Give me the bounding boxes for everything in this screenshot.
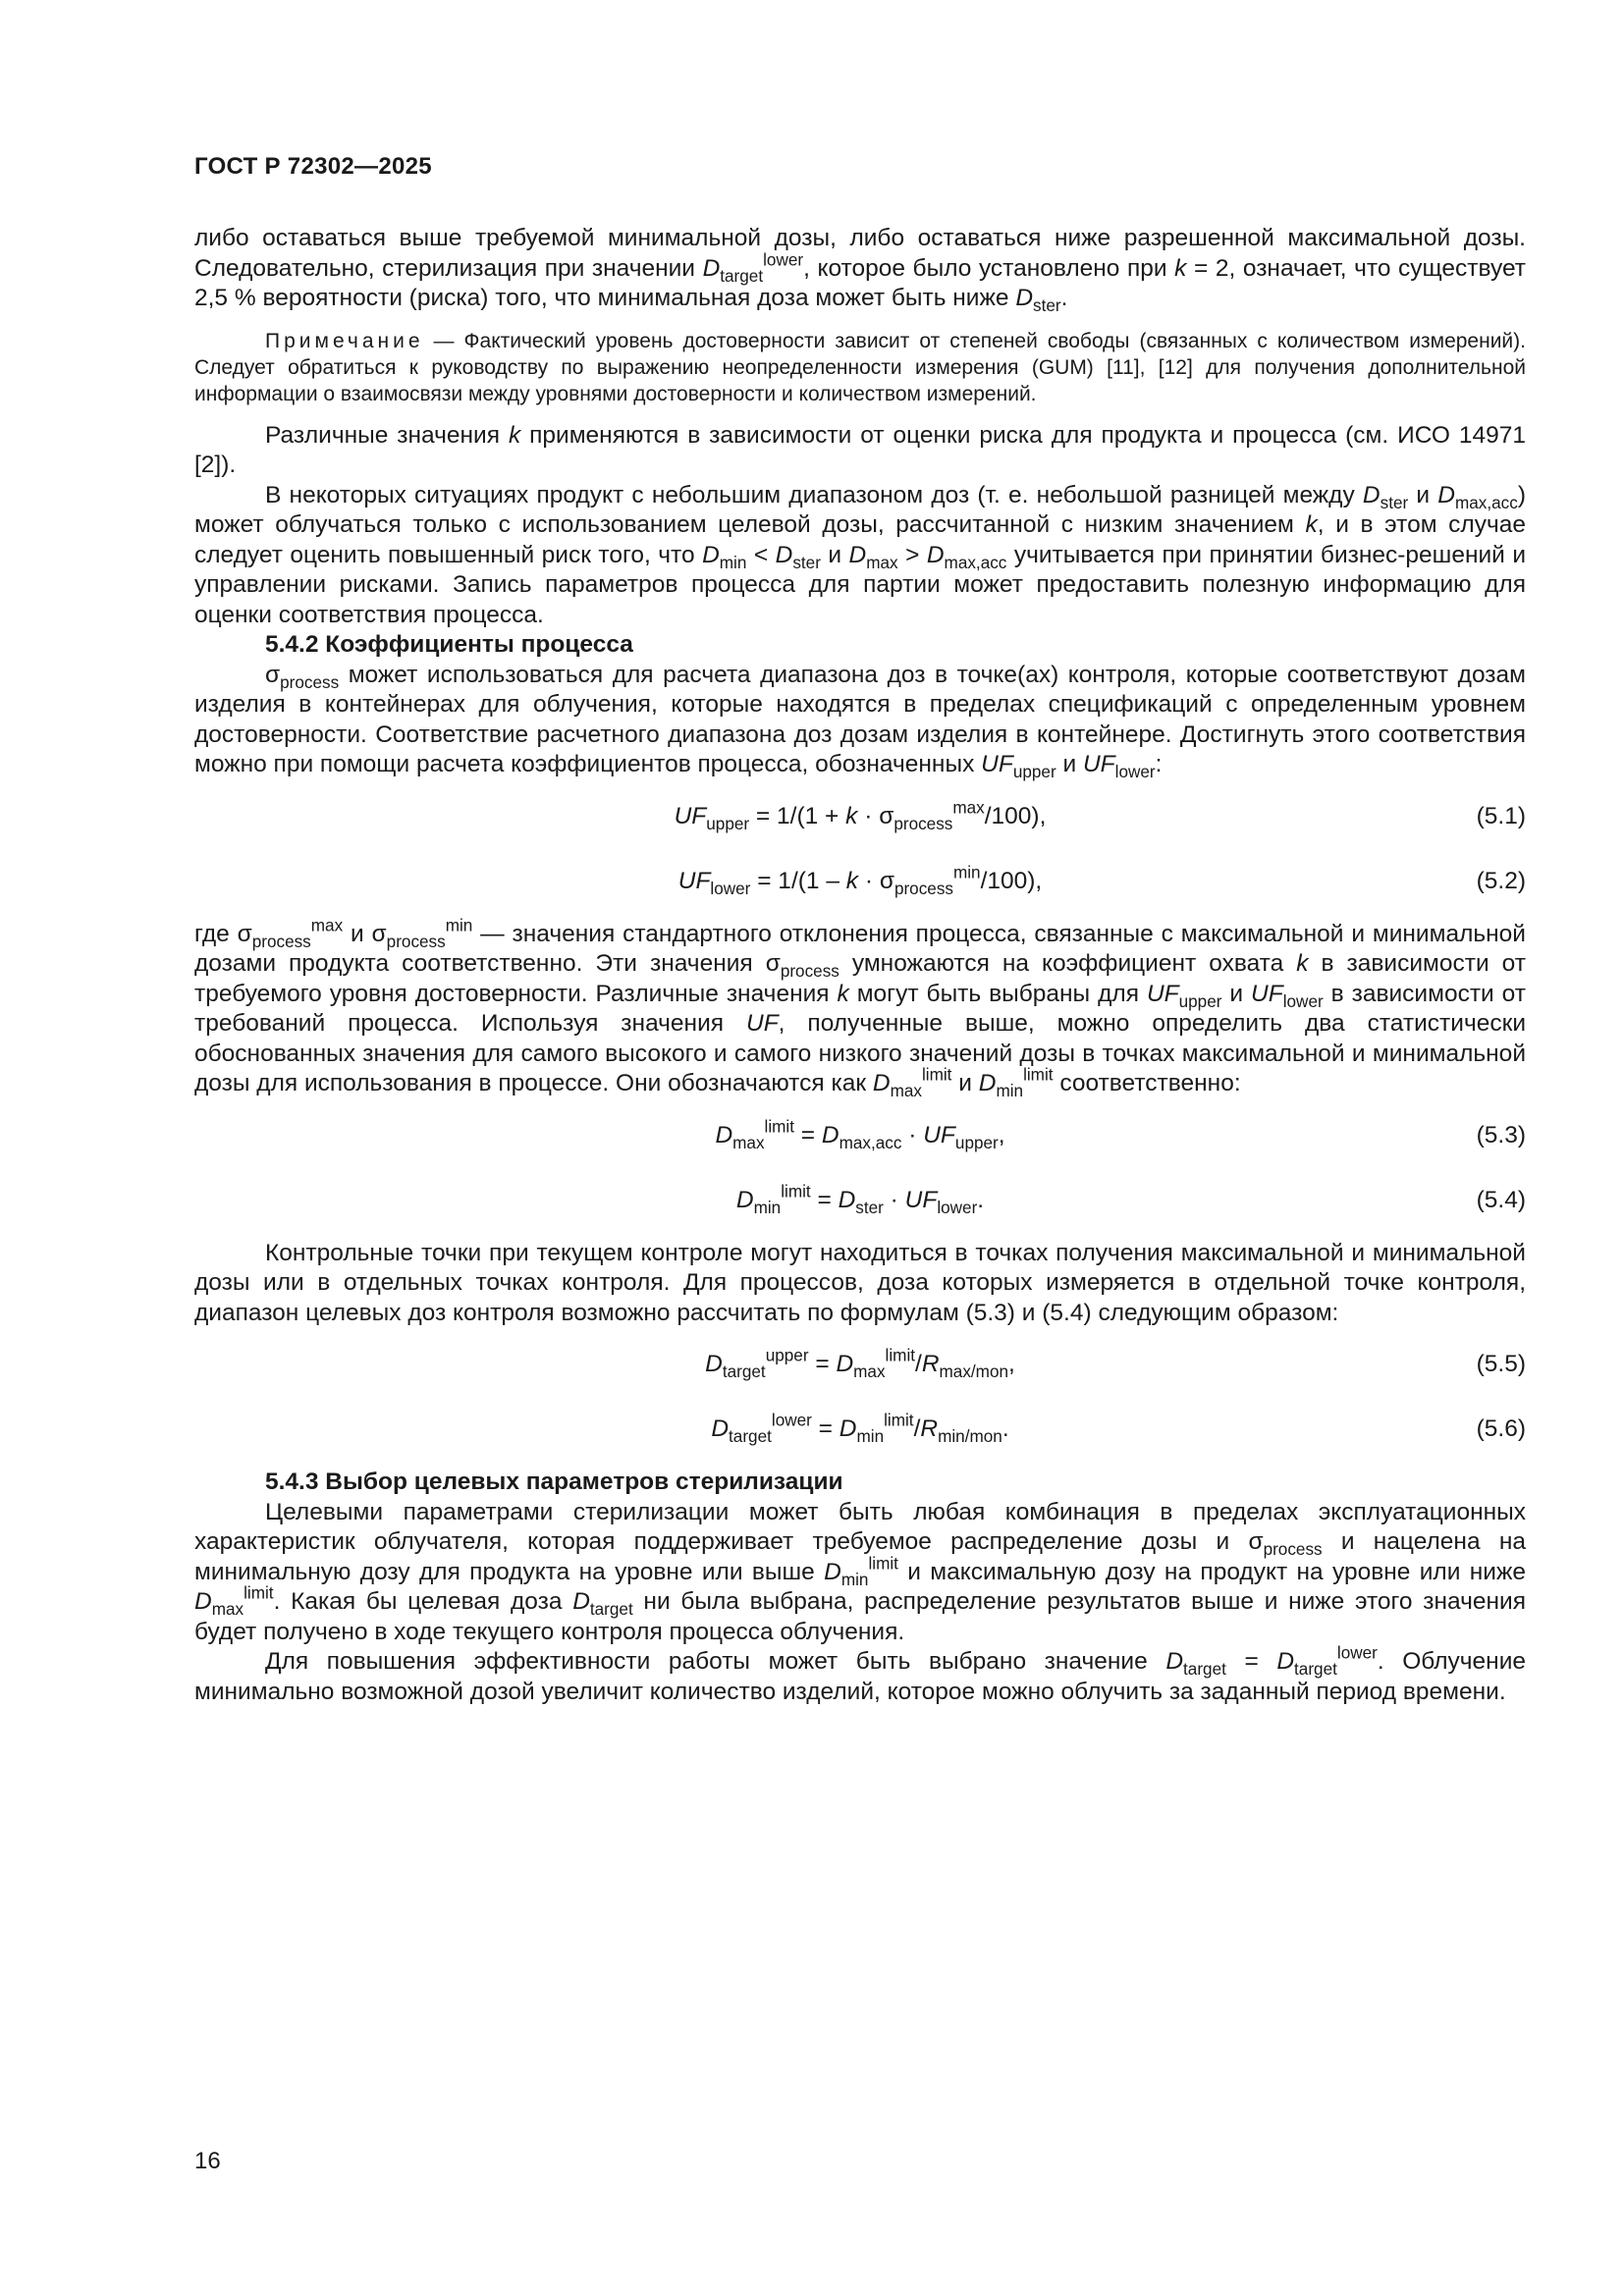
formula-number: (5.4) bbox=[1476, 1186, 1526, 1213]
formula-5-2: $UF_{lower} = 1/(1 - k \cdot \sigma_{process}^{min}/100)$, (5.2) bbox=[677, 862, 1526, 898]
formula-number: (5.1) bbox=[1476, 802, 1526, 829]
page-number: 16 bbox=[194, 2148, 221, 2174]
formula-number: (5.3) bbox=[1476, 1121, 1526, 1148]
section-heading: 5.4.2 Коэффициенты процесса bbox=[265, 631, 633, 658]
paragraph: Для повышения эффективности работы может быть выбрано значение $D_{target} = D_{target}^{lower}$. Облучение минимально возможной дозой увеличит количество изделий, которое можно облучить за заданный период времени. bbox=[194, 1642, 1527, 1705]
formula-number: (5.6) bbox=[1476, 1415, 1526, 1442]
note-label: Примечание bbox=[265, 329, 424, 352]
paragraph: В некоторых ситуациях продукт с небольшим диапазоном доз (т. е. небольшой разницей между $D_{ster}$ и $D_{max,acc}$) может облучаться только с использованием целевой дозы, рассчитанной с низким значением k, и в этом случае следует оценить повышенный риск того, что $D_{min} < D_{ster}$ и $D_{max} > D_{max,acc}$ учитывается при принятии бизнес-решений и управлении рисками. Запись параметров процесса для партии может предоставить полезную информацию для оценки соответствия процесса. bbox=[194, 481, 1527, 628]
formula-5-5: $D_{target}^{upper} = D_{max}^{limit}/R_{max/mon}$, (5.5) bbox=[705, 1345, 1526, 1381]
note: Примечание — Фактический уровень достоверности зависит от степеней свободы (связанных с количеством измерений). Следует обратиться к руководству по выражению неопределенности измерения (GUM) [11], [12] для получения дополнительной информации о взаимосвязи между уровнями достоверности и количеством измерений. bbox=[194, 329, 1526, 405]
paragraph: $\sigma_{process}$ может использоваться для расчета диапазона доз в точке(ах) контроля, которые соответствуют дозам изделия в контейнерах для облучения, которые находятся в пределах спецификаций с определенным уровнем достоверности. Соответствие расчетного диапазона доз дозам изделия в контейнере. Достигнуть этого соответствия можно при помощи расчета коэффициентов процесса, обозначенных $UF_{upper}$ и $UF_{lower}$: bbox=[194, 661, 1526, 781]
section-heading: 5.4.3 Выбор целевых параметров стерилизации bbox=[265, 1468, 843, 1495]
page-content bbox=[194, 224, 1526, 1707]
document-header: ГОСТ Р 72302—2025 bbox=[194, 153, 432, 180]
paragraph: где $\sigma_{process}^{max}$ и $\sigma_{process}^{min}$ — значения стандартного отклонения процесса, связанные с максимальной и минимальной дозами продукта соответственно. Эти значения $\sigma_{process}$ умножаются на коэффициент охвата k в зависимости от требуемого уровня достоверности. Различные значения k могут быть выбраны для $UF_{upper}$ и $UF_{lower}$ в зависимости от требований процесса. Используя значения UF, полученные выше, можно определить два статистически обоснованных значения для самого высокого и самого низкого значений дозы в точках максимальной и минимальной дозы для использования в процессе. Они обозначаются как $D_{max}^{limit}$ и $D_{min}^{limit}$ соответственно: bbox=[194, 915, 1527, 1100]
paragraph: Целевыми параметрами стерилизации может быть любая комбинация в пределах эксплуатационных характеристик облучателя, которая поддерживает требуемое распределение дозы и $\sigma_{process}$ и нацелена на минимальную дозу для продукта на уровне или выше $D_{min}^{limit}$ и максимальную дозу на продукт на уровне или ниже $D_{max}^{limit}$. Какая бы целевая доза $D_{target}$ ни была выбрана, распределение результатов выше и ниже этого значения будет получено в ходе текущего контроля процесса облучения. bbox=[194, 1498, 1526, 1645]
formula-5-6: $D_{target}^{lower} = D_{min}^{limit}/R_{min/mon}$. (5.6) bbox=[711, 1410, 1526, 1446]
formula-5-3: $D_{max}^{limit} = D_{max,acc} \cdot UF_{upper}$, (5.3) bbox=[715, 1116, 1526, 1152]
formula-5-1: $UF_{upper} = 1/(1 + k \cdot \sigma_{process}^{max}/100)$, (5.1) bbox=[674, 797, 1526, 833]
paragraph: Контрольные точки при текущем контроле могут находиться в точках получения максимальной и минимальной дозы или в отдельных точках контроля. Для процессов, доза которых измеряется в отдельной точке контроля, диапазон целевых доз контроля возможно рассчитать по формулам (5.3) и (5.4) следующим образом: bbox=[194, 1239, 1526, 1326]
formula-5-4: $D_{min}^{limit} = D_{ster} \cdot UF_{lower}$. (5.4) bbox=[735, 1181, 1526, 1217]
paragraph: Различные значения k применяются в зависимости от оценки риска для продукта и процесса (см. ИСО 14971 [2]). bbox=[194, 421, 1527, 478]
formula-number: (5.5) bbox=[1476, 1351, 1526, 1377]
paragraph: либо оставаться выше требуемой минимальной дозы, либо оставаться ниже разрешенной максимальной дозы. Следовательно, стерилизация при значении $D_{target}^{lower}$, которое было установлено при k = 2, означает, что существует 2,5 % вероятности (риска) того, что минимальная доза может быть ниже $D_{ster}$. bbox=[194, 225, 1526, 315]
formula-number: (5.2) bbox=[1476, 867, 1526, 894]
